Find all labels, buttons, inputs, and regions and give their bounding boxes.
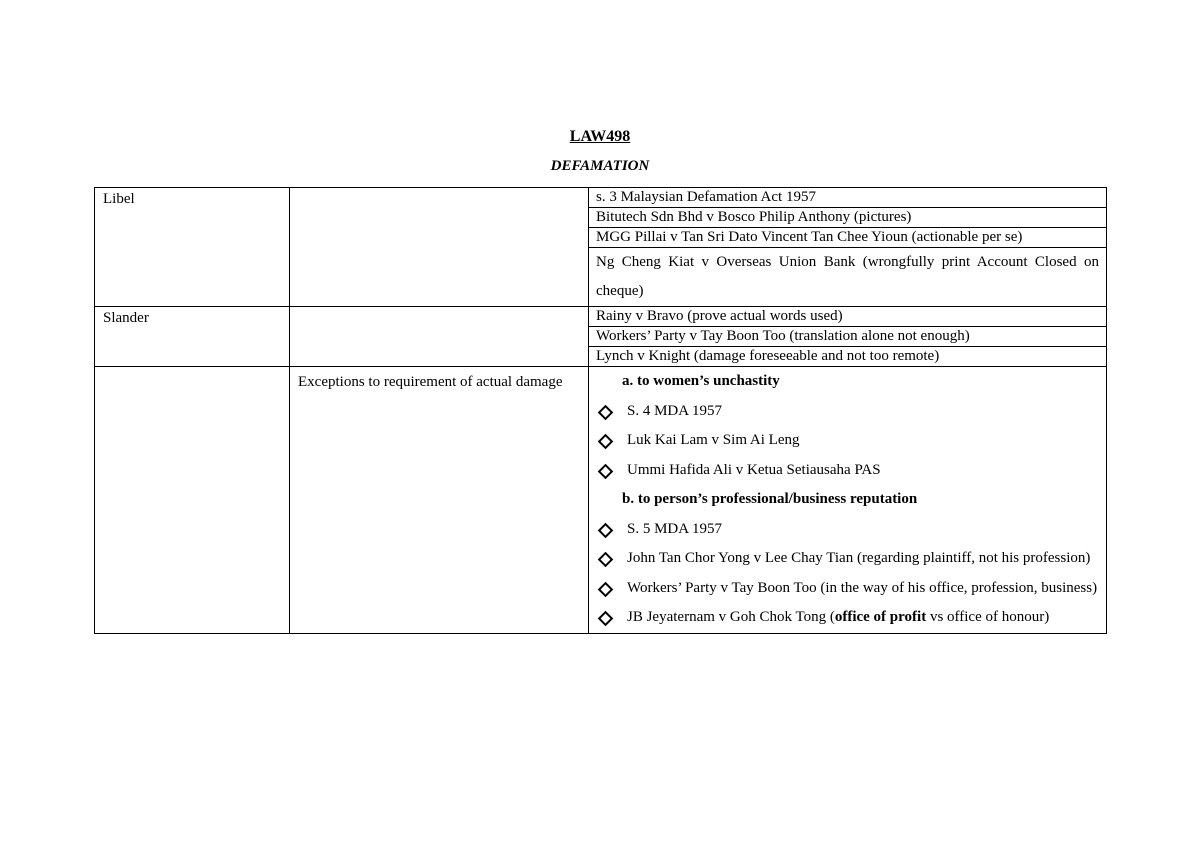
slander-cases-cell bbox=[589, 307, 1107, 367]
diamond-bullet-icon bbox=[598, 581, 614, 597]
slander-case: Workers’ Party v Tay Boon Too (translation alone not enough) bbox=[589, 327, 1106, 347]
libel-case: Bitutech Sdn Bhd v Bosco Philip Anthony (pictures) bbox=[589, 208, 1106, 228]
list-item-text: S. 5 MDA 1957 bbox=[627, 520, 723, 537]
diamond-bullet-icon bbox=[598, 434, 614, 450]
section-a-heading: a. to women’s unchastity bbox=[622, 373, 780, 389]
libel-case: s. 3 Malaysian Defamation Act 1957 bbox=[589, 188, 1106, 208]
document-subtitle: DEFAMATION bbox=[550, 158, 650, 174]
list-item bbox=[597, 426, 1099, 456]
slander-label: Slander bbox=[103, 310, 149, 326]
list-item-text: Workers’ Party v Tay Boon Too (in the way of his office, profession, business) bbox=[627, 579, 1098, 596]
list-item bbox=[597, 544, 1099, 574]
document-title: LAW498 bbox=[569, 128, 631, 145]
list-item bbox=[597, 456, 1099, 486]
exceptions-text-cell bbox=[290, 367, 589, 634]
exceptions-row bbox=[95, 367, 1107, 634]
exceptions-empty-cell bbox=[95, 367, 290, 634]
diamond-bullet-icon bbox=[598, 404, 614, 420]
list-item-text-after: vs office of honour) bbox=[926, 609, 1050, 625]
slander-case: Lynch v Knight (damage foreseeable and not too remote) bbox=[596, 348, 940, 364]
slander-empty-cell bbox=[290, 307, 589, 367]
slander-row bbox=[95, 307, 1107, 367]
list-item-text-bold: office of profit bbox=[834, 609, 927, 625]
section-b-heading: b. to person’s professional/business reputation bbox=[622, 491, 918, 507]
list-item bbox=[597, 574, 1099, 604]
list-item bbox=[597, 397, 1099, 427]
slander-label-cell bbox=[95, 307, 290, 367]
list-item bbox=[597, 603, 1099, 633]
exceptions-list bbox=[589, 367, 1106, 633]
libel-label-cell bbox=[95, 188, 290, 307]
list-item-text: Ummi Hafida Ali v Ketua Setiausaha PAS bbox=[627, 461, 881, 478]
libel-case: Ng Cheng Kiat v Overseas Union Bank (wrongfully print Account Closed on cheque) bbox=[596, 254, 1099, 299]
defamation-table bbox=[94, 187, 1107, 634]
diamond-bullet-icon bbox=[598, 611, 614, 627]
list-item-text-before: JB Jeyaternam v Goh Chok Tong ( bbox=[627, 609, 835, 625]
exceptions-list-cell bbox=[589, 367, 1107, 634]
diamond-bullet-icon bbox=[598, 522, 614, 538]
libel-row bbox=[95, 188, 1107, 307]
exceptions-text: Exceptions to requirement of actual damage bbox=[298, 374, 563, 390]
list-item-text bbox=[627, 609, 1049, 625]
diamond-bullet-icon bbox=[598, 463, 614, 479]
libel-cases-cell bbox=[589, 188, 1107, 307]
list-item bbox=[597, 515, 1099, 545]
list-item-text: John Tan Chor Yong v Lee Chay Tian (regarding plaintiff, not his profession) bbox=[627, 550, 1091, 566]
libel-empty-cell bbox=[290, 188, 589, 307]
list-item-text: Luk Kai Lam v Sim Ai Leng bbox=[627, 432, 800, 448]
list-item-text: S. 4 MDA 1957 bbox=[627, 402, 723, 419]
slander-case: Rainy v Bravo (prove actual words used) bbox=[589, 307, 1106, 327]
libel-label: Libel bbox=[103, 191, 135, 207]
libel-case: MGG Pillai v Tan Sri Dato Vincent Tan Chee Yioun (actionable per se) bbox=[589, 228, 1106, 248]
diamond-bullet-icon bbox=[598, 552, 614, 568]
